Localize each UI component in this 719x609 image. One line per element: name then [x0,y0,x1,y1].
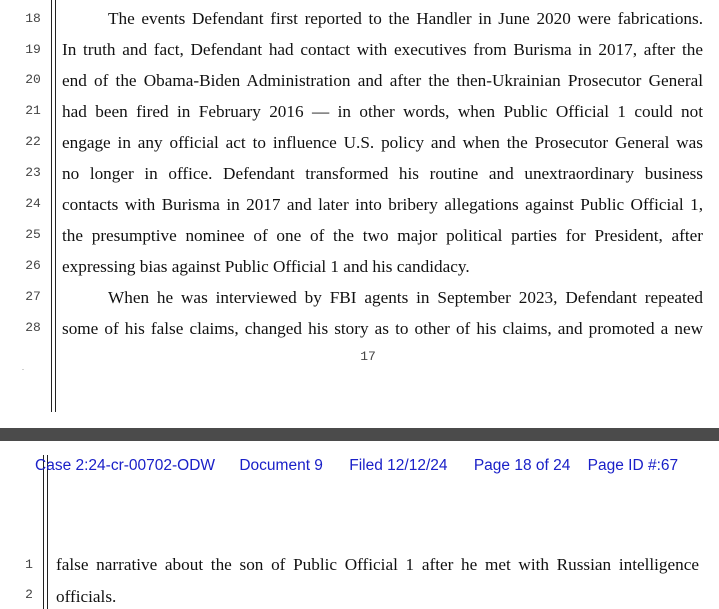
filed-date: Filed 12/12/24 [349,457,448,474]
body-text-line: no longer in office. Defendant transformed his routine and unextraordinary business [62,164,703,183]
line-number: 24 [25,196,41,211]
body-text-line: contacts with Burisma in 2017 and later into bribery allegations against Public Official 1, [62,195,703,214]
page-divider [0,428,719,441]
line-number: 26 [25,258,41,273]
case-number: Case 2:24-cr-00702-ODW [35,457,216,474]
body-text-line: engage in any official act to influence U.S. policy and when the Prosecutor General was [62,133,703,152]
margin-rule [51,0,52,412]
case-header [35,457,678,475]
document-number: Document 9 [239,457,323,474]
line-number: 28 [25,320,41,335]
body-text-line: expressing bias against Public Official 1 and his candidacy. [62,257,470,276]
line-number: 22 [25,134,41,149]
body-text-line: some of his false claims, changed his story as to other of his claims, and promoted a new [62,319,703,338]
margin-rule [55,0,56,412]
page-count: Page 18 of 24 [473,457,571,474]
page-number: 17 [360,349,376,364]
body-text-line: In truth and fact, Defendant had contact with executives from Burisma in 2017, after the [62,40,703,59]
body-text-line: the presumptive nominee of one of the two major political parties for President, after [62,226,703,245]
body-text-line: false narrative about the son of Public Official 1 after he met with Russian intelligence [56,555,699,574]
body-text-line: The events Defendant first reported to the Handler in June 2020 were fabrications. [108,9,703,28]
line-number: 18 [25,11,41,26]
margin-rule [43,455,44,609]
line-number: 19 [25,42,41,57]
line-number: 23 [25,165,41,180]
margin-rule [47,455,48,609]
page-id: Page ID #:67 [587,457,679,474]
body-text-line: When he was interviewed by FBI agents in September 2023, Defendant repeated [108,288,703,307]
line-number: 25 [25,227,41,242]
line-number: 2 [25,587,33,602]
body-text-line: end of the Obama-Biden Administration and after the then-Ukrainian Prosecutor General [62,71,703,90]
footer-mark: . [22,363,24,372]
line-number: 1 [25,557,33,572]
line-number: 21 [25,103,41,118]
line-number: 20 [25,72,41,87]
line-number: 27 [25,289,41,304]
body-text-line: officials. [56,587,117,606]
body-text-line: had been fired in February 2016 — in other words, when Public Official 1 could not [62,102,703,121]
